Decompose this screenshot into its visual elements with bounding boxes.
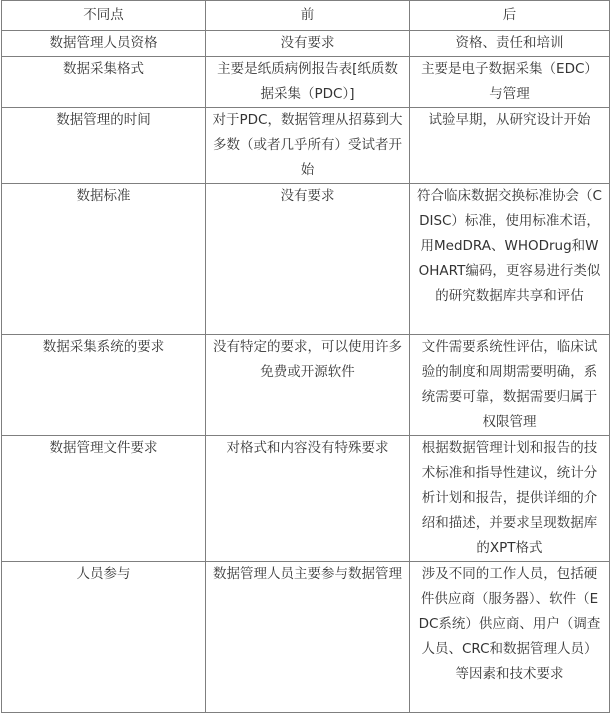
cell-before: 对格式和内容没有特殊要求: [206, 436, 410, 562]
cell-before: 没有特定的要求，可以使用许多免费或开源软件: [206, 335, 410, 436]
table-row: [2, 335, 610, 436]
cell-before: 数据管理人员主要参与数据管理: [206, 562, 410, 713]
header-aspect: 不同点: [2, 1, 206, 31]
cell-before: 没有要求: [206, 184, 410, 335]
header-after: 后: [410, 1, 610, 31]
cell-after: 资格、责任和培训: [410, 31, 610, 57]
cell-aspect: 数据管理人员资格: [2, 31, 206, 57]
cell-after: 主要是电子数据采集（EDC）与管理: [410, 57, 610, 108]
cell-aspect: 数据管理的时间: [2, 108, 206, 184]
table-row: [2, 562, 610, 713]
cell-after: 根据数据管理计划和报告的技术标准和指导性建议，统计分析计划和报告，提供详细的介绍和描述，并要求呈现数据库的XPT格式: [410, 436, 610, 562]
cell-after: 符合临床数据交换标准协会（CDISC）标准，使用标准术语，用MedDRA、WHODrug和WOHART编码，更容易进行类似的研究数据库共享和评估: [410, 184, 610, 335]
cell-aspect: 数据管理文件要求: [2, 436, 206, 562]
table-row: [2, 184, 610, 335]
cell-aspect: 数据采集系统的要求: [2, 335, 206, 436]
cell-before: 对于PDC，数据管理从招募到大多数（或者几乎所有）受试者开始: [206, 108, 410, 184]
cell-before: 没有要求: [206, 31, 410, 57]
table-row: [2, 108, 610, 184]
table-row: [2, 57, 610, 108]
cell-aspect: 数据采集格式: [2, 57, 206, 108]
cell-after: 文件需要系统性评估，临床试验的制度和周期需要明确，系统需要可靠，数据需要归属于权限管理: [410, 335, 610, 436]
cell-aspect: 数据标准: [2, 184, 206, 335]
comparison-table: [1, 0, 610, 713]
table-row: [2, 436, 610, 562]
cell-aspect: 人员参与: [2, 562, 206, 713]
table-row: [2, 31, 610, 57]
cell-before: 主要是纸质病例报告表[纸质数据采集（PDC）]: [206, 57, 410, 108]
table-header-row: [2, 1, 610, 31]
cell-after: 涉及不同的工作人员，包括硬件供应商（服务器）、软件（EDC系统）供应商、用户（调查人员、CRC和数据管理人员）等因素和技术要求: [410, 562, 610, 713]
header-before: 前: [206, 1, 410, 31]
cell-after: 试验早期，从研究设计开始: [410, 108, 610, 184]
